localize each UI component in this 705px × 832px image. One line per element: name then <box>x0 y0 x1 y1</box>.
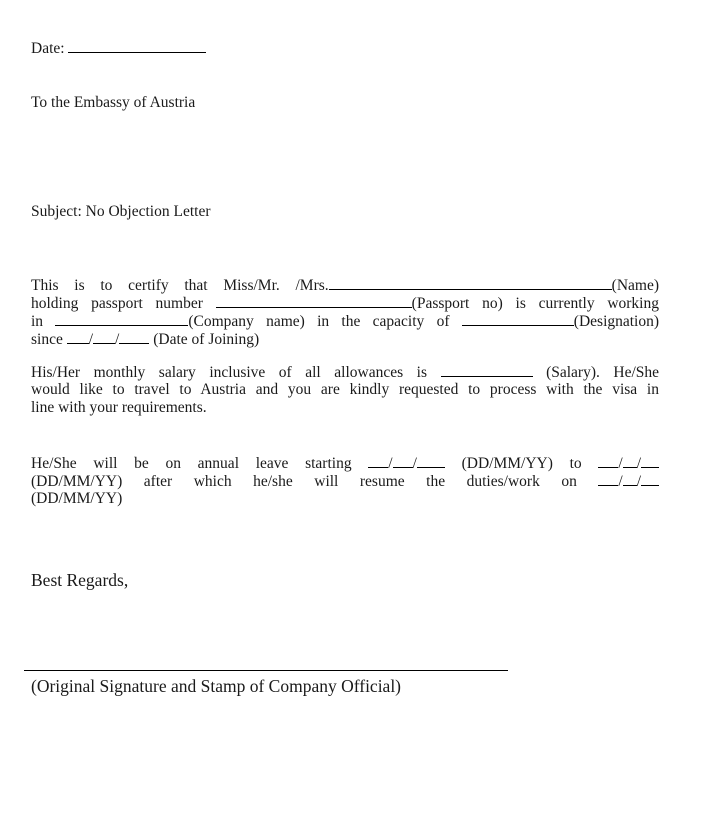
leave-end-year-blank[interactable] <box>641 454 659 468</box>
leave-start-format: (DD/MM/YY) to <box>461 455 582 472</box>
para3-text-1: He/She will be on annual leave starting <box>31 455 352 472</box>
date-line <box>31 39 206 58</box>
name-blank[interactable] <box>329 276 612 290</box>
leave-end-slash-2: / <box>636 455 641 472</box>
leave-start-month-blank[interactable] <box>393 454 413 468</box>
date-label: Date: <box>31 40 65 57</box>
join-year-blank[interactable] <box>119 330 149 344</box>
para3-line2 <box>31 472 659 491</box>
para1-text-1: This is to certify that Miss/Mr. /Mrs. <box>31 277 329 294</box>
date-blank[interactable] <box>68 39 206 53</box>
recipient-line: To the Embassy of Austria <box>31 94 196 111</box>
join-slash-2: / <box>115 331 120 348</box>
para2-text-1: His/Her monthly salary inclusive of all allowances is <box>31 364 427 381</box>
join-slash-1: / <box>88 331 94 348</box>
name-label: (Name) <box>611 277 659 294</box>
leave-start-slash-1: / <box>388 455 393 472</box>
signature-line[interactable] <box>24 670 508 671</box>
leave-start-day-blank[interactable] <box>368 454 388 468</box>
leave-start-slash-2: / <box>412 455 417 472</box>
salary-label: (Salary). He/She <box>546 364 660 381</box>
salary-blank[interactable] <box>441 363 533 377</box>
para3-line1 <box>31 454 659 473</box>
join-label: (Date of Joining) <box>153 331 260 348</box>
para3-text-2: (DD/MM/YY) after which he/she will resume the duties/work on <box>31 473 577 490</box>
designation-blank[interactable] <box>462 312 574 326</box>
para3-line3: (DD/MM/YY) <box>31 490 123 507</box>
closing-regards: Best Regards, <box>31 570 129 590</box>
para1-text-4: since <box>31 331 63 348</box>
para1-line4 <box>31 330 259 349</box>
join-month-blank[interactable] <box>93 330 115 344</box>
para2-line1 <box>31 363 659 382</box>
passport-blank[interactable] <box>216 294 412 308</box>
para1-line3 <box>31 312 659 331</box>
para2-line3: line with your requirements. <box>31 399 207 416</box>
para1-line2 <box>31 294 659 313</box>
join-day-blank[interactable] <box>67 330 89 344</box>
para2-line2: would like to travel to Austria and you are kindly requested to process with the visa in <box>31 381 659 398</box>
para1-text-3: in <box>31 313 44 330</box>
resume-day-blank[interactable] <box>598 472 618 486</box>
leave-end-month-blank[interactable] <box>623 454 637 468</box>
passport-label: (Passport no) is currently working <box>411 295 659 312</box>
leave-end-slash-1: / <box>618 455 623 472</box>
leave-end-day-blank[interactable] <box>598 454 618 468</box>
subject-line: Subject: No Objection Letter <box>31 203 211 220</box>
para1-line1 <box>31 276 659 295</box>
company-label: (Company name) in the capacity of <box>188 313 450 330</box>
resume-slash-1: / <box>618 473 623 490</box>
signature-label: (Original Signature and Stamp of Company Official) <box>31 676 402 696</box>
para1-text-2: holding passport number <box>31 295 203 312</box>
resume-month-blank[interactable] <box>623 472 637 486</box>
resume-year-blank[interactable] <box>641 472 659 486</box>
company-blank[interactable] <box>55 312 188 326</box>
leave-start-year-blank[interactable] <box>417 454 445 468</box>
resume-slash-2: / <box>636 473 641 490</box>
designation-label: (Designation) <box>573 313 660 330</box>
